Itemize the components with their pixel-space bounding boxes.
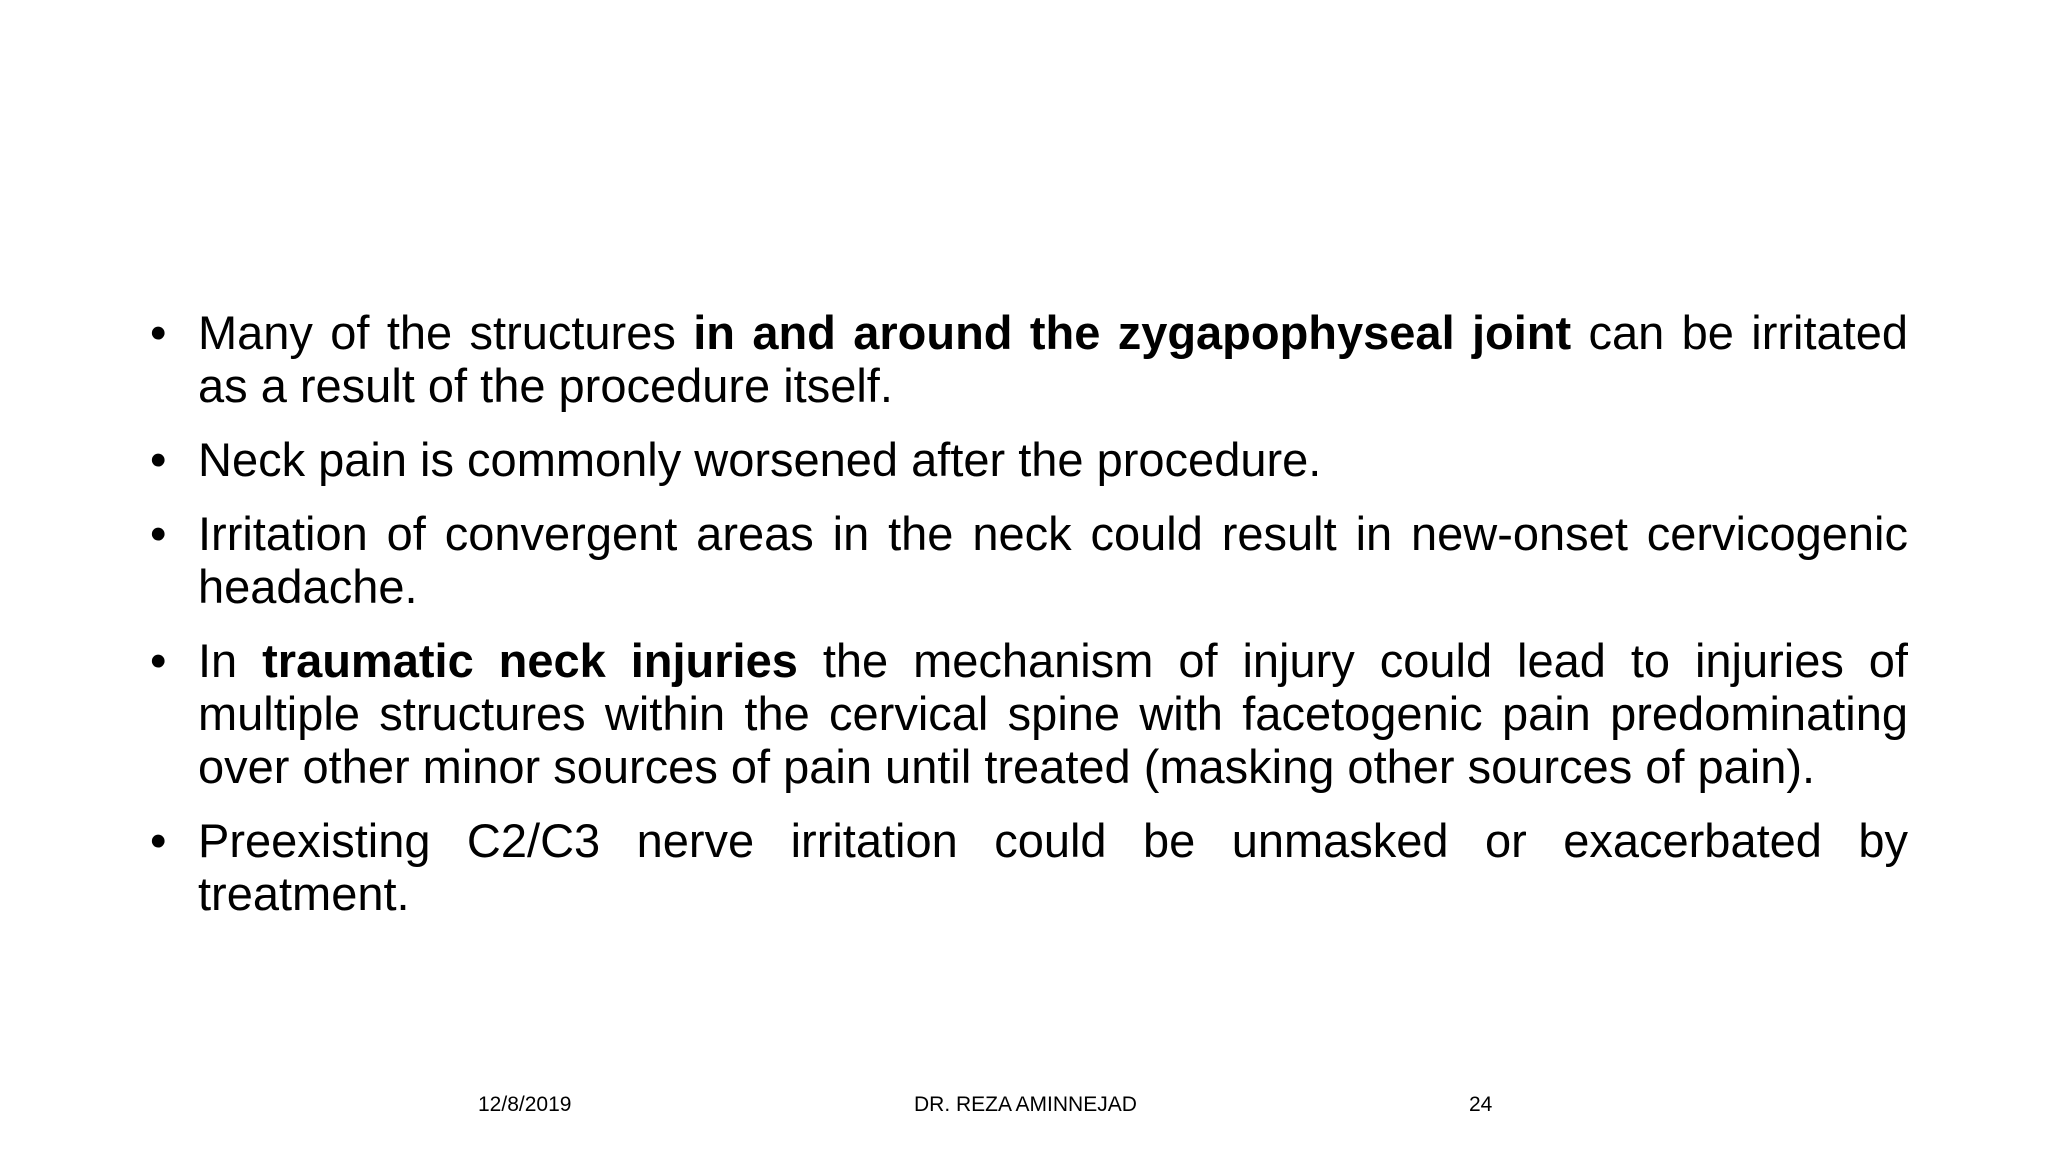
footer-date: 12/8/2019 (478, 1093, 572, 1116)
footer-page-number: 24 (1469, 1093, 1493, 1116)
bullet-list (150, 306, 1908, 920)
bullet-text: can be irritated as a result of the procedure itself. (198, 306, 1908, 412)
slide-body (150, 306, 1908, 941)
bullet-item (150, 306, 1908, 412)
bullet-emphasis: in and around the zygapophyseal joint (693, 306, 1572, 359)
bullet-text: Neck pain is commonly worsened after the procedure. (198, 433, 1322, 486)
bullet-item (150, 433, 1908, 486)
bullet-text: Irritation of convergent areas in the neck could result in new-onset cervicogenic headache. (198, 507, 1908, 613)
bullet-text: Many of the structures (198, 306, 694, 359)
bullet-text: In (198, 634, 263, 687)
bullet-item (150, 634, 1908, 793)
bullet-item (150, 814, 1908, 920)
bullet-item (150, 507, 1908, 613)
footer-author: DR. REZA AMINNEJAD (914, 1093, 1137, 1116)
bullet-text: the mechanism of injury could lead to injuries of multiple structures within the cervical spine with facetogenic pain predominating over other minor sources of pain until treated (masking other sources of pain). (198, 634, 1908, 793)
bullet-emphasis: traumatic neck injuries (262, 634, 798, 687)
bullet-text: Preexisting C2/C3 nerve irritation could be unmasked or exacerbated by treatment. (198, 814, 1908, 920)
